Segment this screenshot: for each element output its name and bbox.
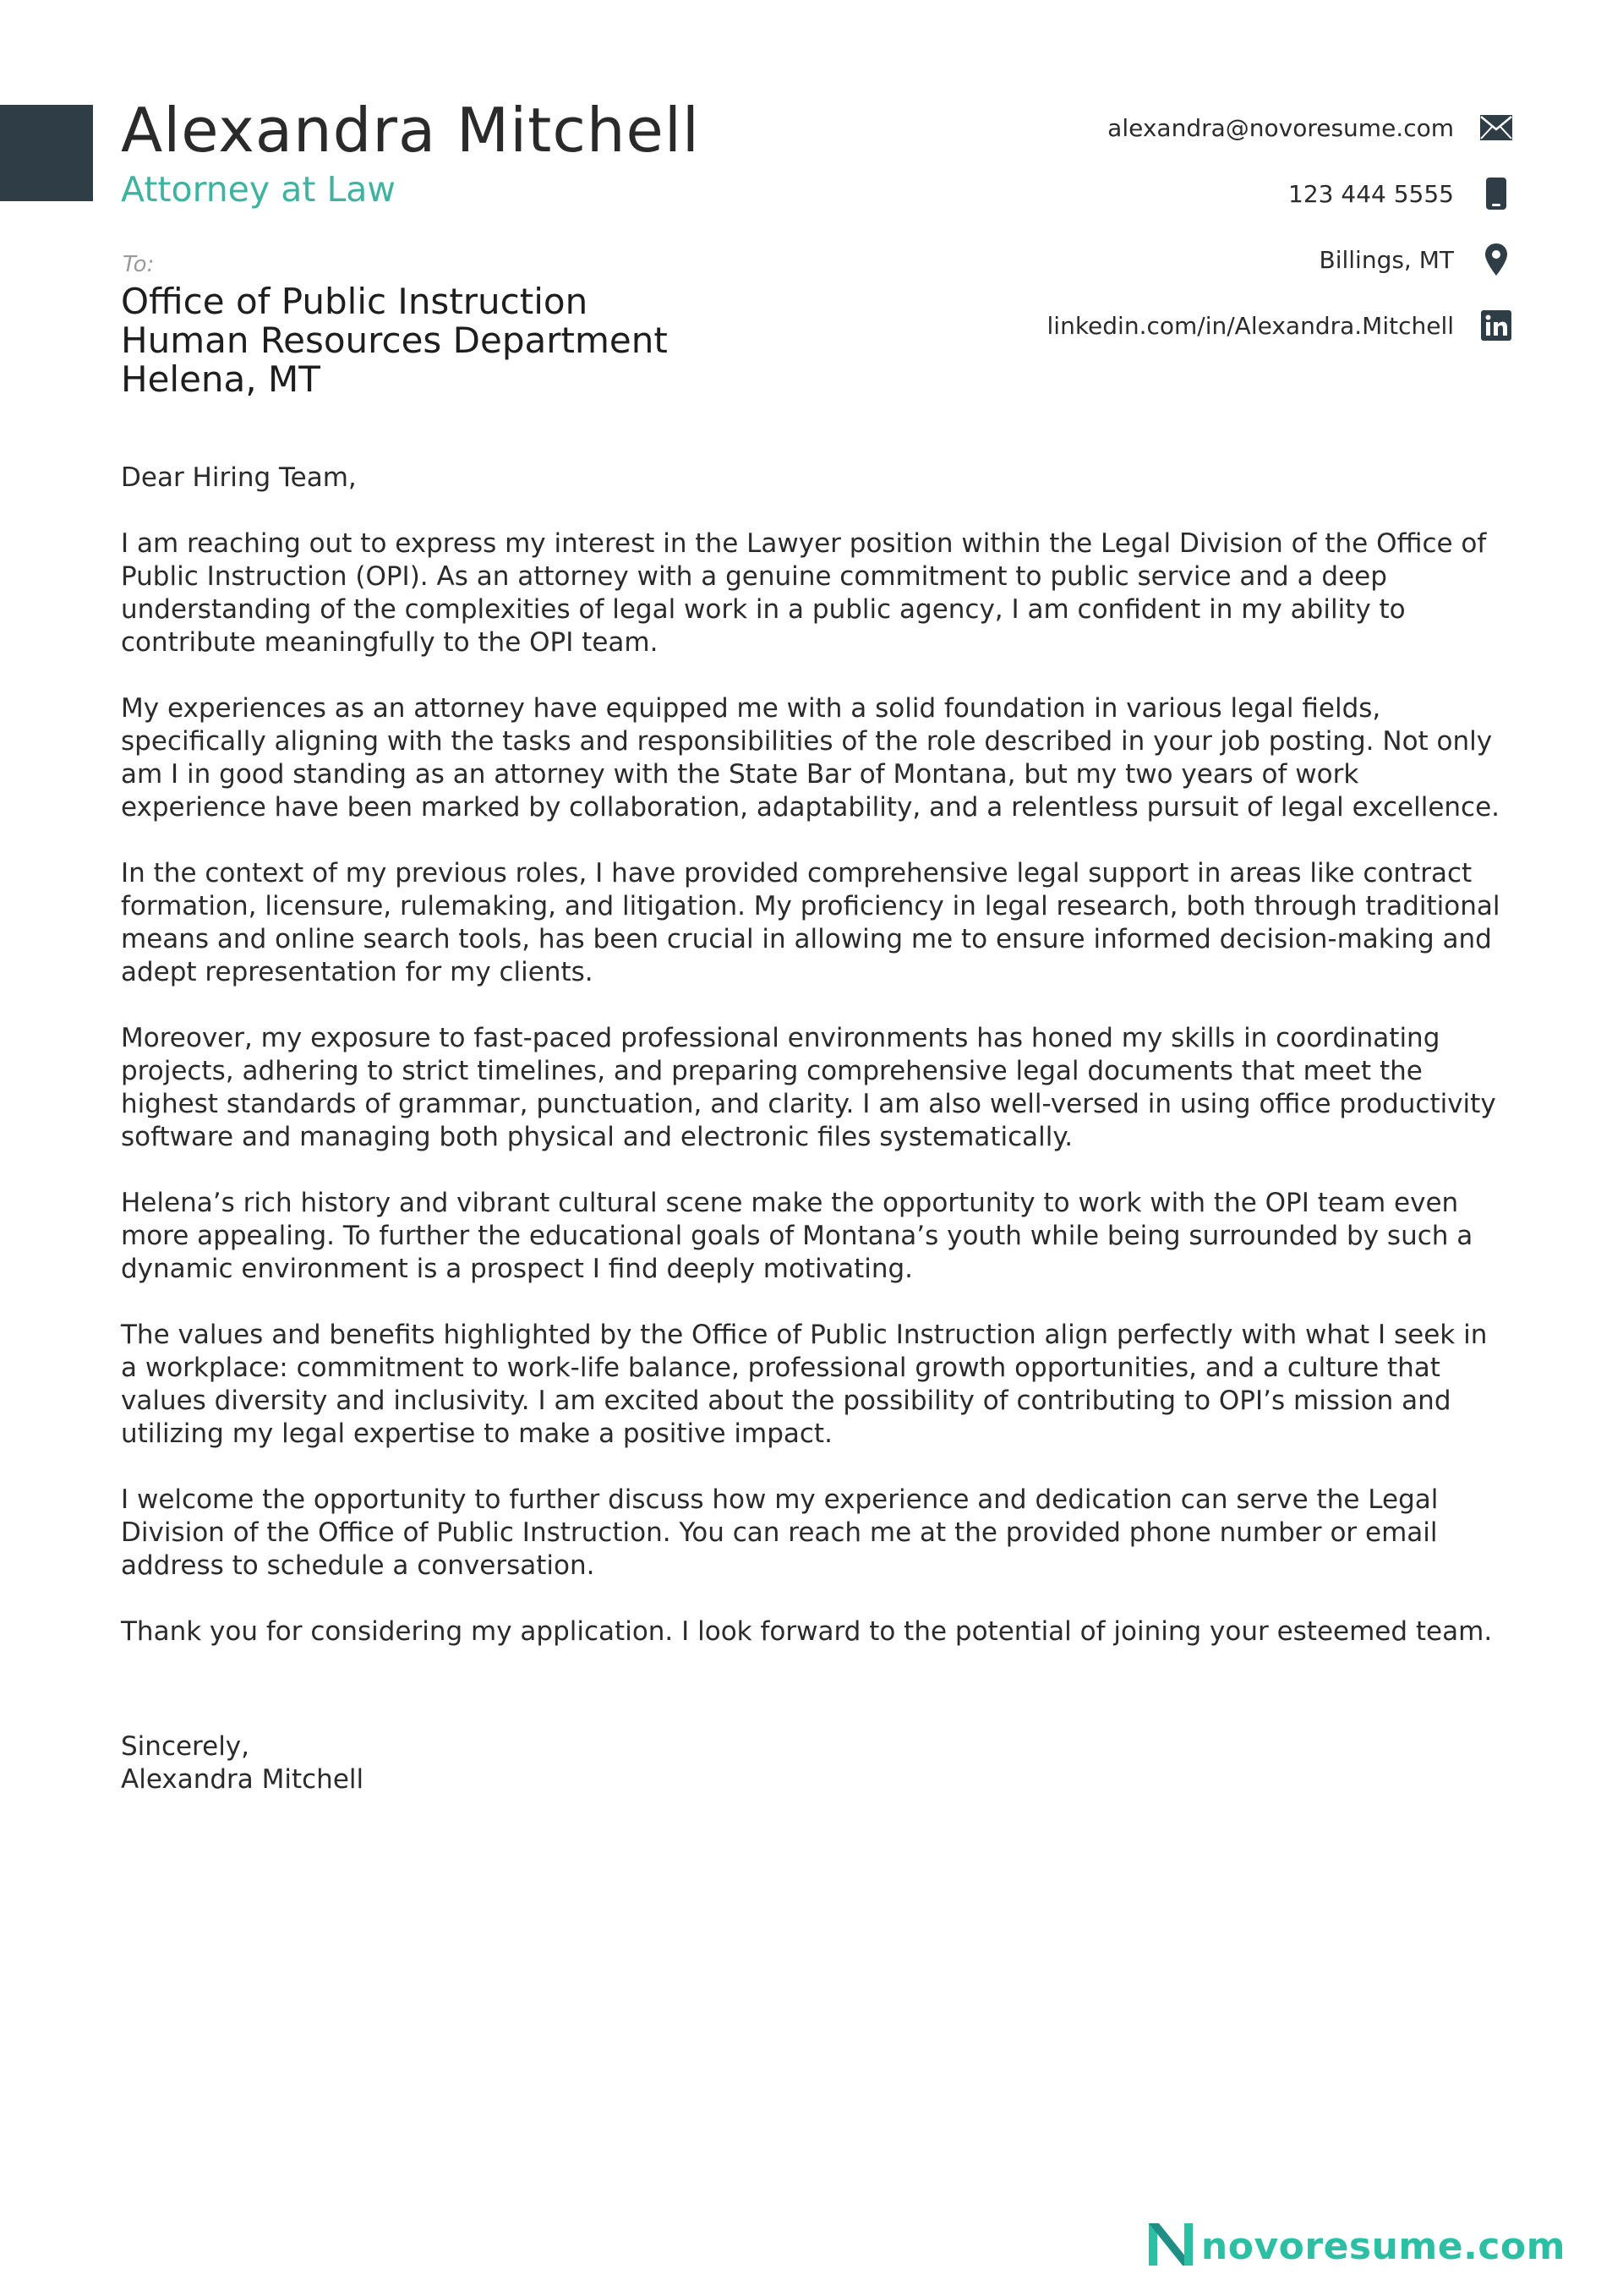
envelope-icon bbox=[1479, 111, 1513, 145]
phone-icon bbox=[1479, 177, 1513, 210]
letter-paragraph: I am reaching out to express my interest in the Lawyer position within the Legal Division of the Office of Public Instruction (OPI). As an attorney with a genuine commitment to public service and a deep understanding of the complexities of legal work in a public agency, I am confident in my ability to contribute meaningfully to the OPI team. bbox=[121, 528, 1487, 658]
contact-linkedin[interactable]: linkedin.com/in/Alexandra.Mitchell bbox=[1046, 311, 1454, 340]
letter-paragraph: In the context of my previous roles, I have provided comprehensive legal support in areas like contract formation, licensure, rulemaking, and litigation. My proficiency in legal research, both through traditional means and online search tools, has been crucial in allowing me to ensure informed decision-making and adept representation for my clients. bbox=[121, 858, 1500, 987]
contact-phone[interactable]: 123 444 5555 bbox=[1288, 179, 1454, 208]
contact-email[interactable]: alexandra@novoresume.com bbox=[1107, 113, 1454, 142]
letter-paragraph: Thank you for considering my application. I look forward to the potential of joining your esteemed team. bbox=[121, 1616, 1493, 1647]
recipient-line: Human Resources Department bbox=[121, 320, 668, 361]
contact-email-row bbox=[871, 95, 1513, 161]
candidate-name: Alexandra Mitchell bbox=[121, 95, 700, 166]
contact-phone-row bbox=[871, 161, 1513, 227]
linkedin-icon bbox=[1479, 309, 1513, 342]
location-pin-icon bbox=[1479, 243, 1513, 276]
letter-closing: Sincerely, bbox=[121, 1731, 250, 1762]
contact-linkedin-row bbox=[871, 292, 1513, 358]
novoresume-wordmark: novoresume.com bbox=[1200, 2224, 1566, 2268]
letter-paragraph: My experiences as an attorney have equipped me with a solid foundation in various legal fields, specifically aligning with the tasks and responsibilities of the role described in your job posting. Not only am I in good standing as an attorney with the State Bar of Montana, but my two years of work experience have been marked by collaboration, adaptability, and a relentless pursuit of legal excellence. bbox=[121, 693, 1500, 823]
letter-body bbox=[121, 462, 1507, 1796]
letter-paragraph: The values and benefits highlighted by the Office of Public Instruction align perfectly with what I seek in a workplace: commitment to work-life balance, professional growth opportunities, and a culture that values diversity and inclusivity. I am excited about the possibility of contributing to OPI’s mission and utilizing my legal expertise to make a positive impact. bbox=[121, 1320, 1488, 1449]
contact-info bbox=[871, 95, 1513, 358]
letter-greeting: Dear Hiring Team, bbox=[121, 462, 357, 493]
recipient-block bbox=[121, 282, 668, 399]
letter-paragraph: Moreover, my exposure to fast-paced professional environments has honed my skills in coordinating projects, adhering to strict timelines, and preparing comprehensive legal documents that meet the highest standards of grammar, punctuation, and clarity. I am also well-versed in using office productivity software and managing both physical and electronic files systematically. bbox=[121, 1023, 1496, 1152]
recipient-label: To: bbox=[123, 252, 155, 277]
recipient-line: Helena, MT bbox=[121, 358, 320, 400]
contact-location-row bbox=[871, 227, 1513, 292]
recipient-line: Office of Public Instruction bbox=[121, 281, 588, 322]
letter-signature: Alexandra Mitchell bbox=[121, 1764, 364, 1795]
novoresume-logo-icon bbox=[1147, 2222, 1194, 2271]
letter-paragraph: I welcome the opportunity to further discuss how my experience and dedication can serve the Legal Division of the Office of Public Instruction. You can reach me at the provided phone number or email address to schedule a conversation. bbox=[121, 1484, 1439, 1581]
contact-location: Billings, MT bbox=[1319, 245, 1454, 274]
letter-closing-block bbox=[121, 1730, 1507, 1796]
candidate-title: Attorney at Law bbox=[121, 169, 396, 210]
header-accent-block bbox=[0, 105, 93, 201]
letter-paragraph: Helena’s rich history and vibrant cultural scene make the opportunity to work with the OPI team even more appealing. To further the educational goals of Montana’s youth while being surrounded by such a dynamic environment is a prospect I find deeply motivating. bbox=[121, 1188, 1473, 1284]
novoresume-branding[interactable] bbox=[1147, 2222, 1566, 2271]
